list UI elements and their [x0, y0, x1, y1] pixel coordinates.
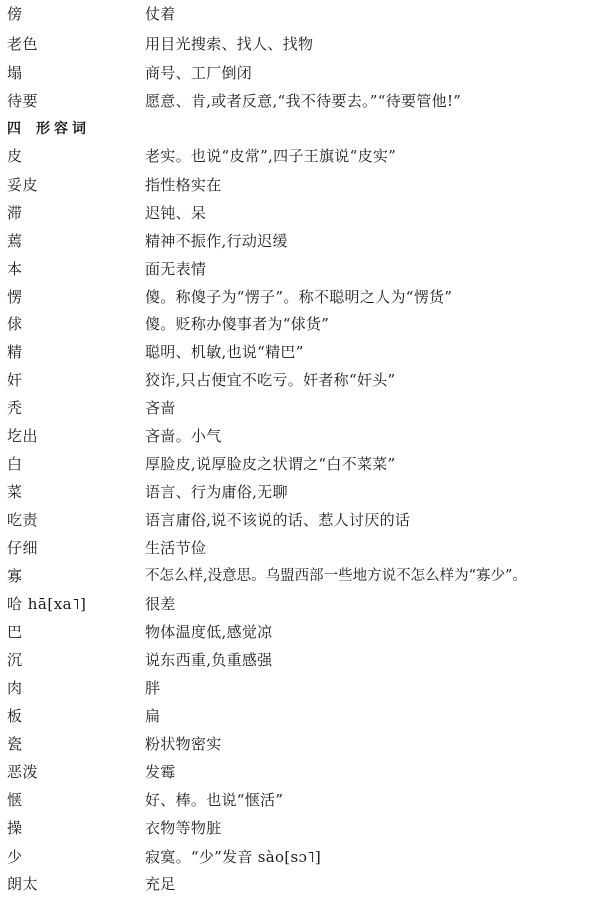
entry-definition: 寂寞。“少”发音 sào[sɔ˥]: [145, 848, 322, 866]
section-heading: [7, 115, 90, 143]
entry-row: [0, 786, 600, 814]
entry-definition: 吝啬: [145, 399, 176, 417]
entry-term: 蔫: [7, 232, 23, 250]
entry-definition: 说东西重,负重感强: [145, 651, 273, 669]
entry-row: [0, 870, 600, 898]
section-heading-row: [0, 115, 600, 143]
entry-term: 哈 hā[xa˥]: [7, 595, 87, 613]
entry-term: 奸: [7, 371, 23, 389]
entry-term: 操: [7, 819, 23, 837]
entry-row: [0, 534, 600, 562]
entry-row: [0, 590, 600, 618]
entry-term: 白: [7, 455, 23, 473]
entry-definition: 用目光搜索、找人、找物: [145, 35, 314, 53]
entry-definition: 精神不振作,行动迟缓: [145, 232, 288, 250]
entry-row: [0, 87, 600, 115]
entry-row: [0, 422, 600, 450]
entry-row: [0, 338, 600, 366]
entry-definition: 傻。贬称办傻事者为“俅货”: [145, 315, 330, 333]
entry-row: [0, 59, 600, 87]
entry-term: 滞: [7, 204, 23, 222]
entry-definition: 生活节俭: [145, 539, 207, 557]
entry-row: [0, 562, 600, 590]
entry-row: [0, 394, 600, 422]
entry-definition: 老实。也说“皮常”,四子王旗说“皮实”: [145, 147, 397, 165]
entry-definition: 吝啬。小气: [145, 427, 222, 445]
entry-definition: 胖: [145, 679, 161, 697]
entry-term: 本: [7, 260, 23, 278]
entry-row: [0, 814, 600, 842]
entry-term: 皮: [7, 147, 23, 165]
entry-term: 圪出: [7, 427, 39, 445]
section-title: 形容词: [36, 121, 90, 137]
entry-row: [0, 758, 600, 786]
entry-definition: 粉状物密实: [145, 735, 222, 753]
entry-definition: 面无表情: [145, 260, 207, 278]
entry-row: [0, 478, 600, 506]
entry-term: 恶泼: [7, 763, 39, 781]
entry-row: [0, 730, 600, 758]
entry-term: 沉: [7, 651, 23, 669]
entry-row: [0, 506, 600, 534]
entry-term: 仔细: [7, 539, 39, 557]
entry-row: [0, 646, 600, 674]
entry-row: [0, 255, 600, 283]
entry-term: 塌: [7, 64, 23, 82]
entry-row: [0, 30, 600, 58]
entry-row: [0, 618, 600, 646]
entry-term: 肉: [7, 679, 23, 697]
entry-term: 老色: [7, 35, 39, 53]
entry-row: [0, 0, 600, 28]
entry-definition: 衣物等物脏: [145, 819, 222, 837]
entry-term: 少: [7, 848, 23, 866]
entry-row: [0, 674, 600, 702]
entry-term: 妥皮: [7, 176, 39, 194]
entry-term: 俅: [7, 315, 23, 333]
entry-row: [0, 702, 600, 730]
entry-row: [0, 366, 600, 394]
entry-term: 吃责: [7, 511, 39, 529]
entry-row: [0, 199, 600, 227]
entry-definition: 愿意、肯,或者反意,“我不待要去。”“待要管他!”: [145, 92, 462, 110]
entry-term: 巴: [7, 623, 23, 641]
entry-row: [0, 310, 600, 338]
entry-definition: 发霉: [145, 763, 176, 781]
entry-definition: 语言、行为庸俗,无聊: [145, 483, 288, 501]
entry-definition: 语言庸俗,说不该说的话、惹人讨厌的话: [145, 511, 411, 529]
entry-term: 秃: [7, 399, 23, 417]
entry-term: 待要: [7, 92, 39, 110]
entry-row: [0, 142, 600, 170]
entry-term: 寡: [7, 567, 23, 585]
entry-term: 惬: [7, 791, 23, 809]
entry-definition: 迟钝、呆: [145, 204, 207, 222]
entry-definition: 指性格实在: [145, 176, 222, 194]
entry-row: [0, 227, 600, 255]
entry-row: [0, 450, 600, 478]
entry-term: 菜: [7, 483, 23, 501]
entry-term: 朗太: [7, 875, 39, 893]
entry-term: 愣: [7, 288, 23, 306]
entry-row: [0, 283, 600, 311]
entry-definition: 不怎么样,没意思。乌盟西部一些地方说不怎么样为“寡少”。: [145, 568, 527, 584]
entry-definition: 聪明、机敏,也说“精巴”: [145, 343, 304, 361]
entry-term: 傍: [7, 5, 23, 23]
entry-definition: 扁: [145, 707, 161, 725]
entry-definition: 好、棒。也说“惬活”: [145, 791, 284, 809]
entry-definition: 商号、工厂倒闭: [145, 64, 253, 82]
entry-term: 瓷: [7, 735, 23, 753]
entry-definition: 物体温度低,感觉凉: [145, 623, 273, 641]
entry-definition: 充足: [145, 875, 176, 893]
entry-definition: 傻。称傻子为“愣子”。称不聪明之人为“愣货”: [145, 288, 453, 306]
entry-term: 板: [7, 707, 23, 725]
entry-definition: 仗着: [145, 5, 176, 23]
entry-term: 精: [7, 343, 23, 361]
entry-row: [0, 843, 600, 871]
entry-definition: 厚脸皮,说厚脸皮之状谓之“白不菜菜”: [145, 455, 396, 473]
entry-row: [0, 171, 600, 199]
entry-definition: 狡诈,只占便宜不吃亏。奸者称“奸头”: [145, 371, 396, 389]
section-number: 四: [7, 121, 22, 137]
entry-definition: 很差: [145, 595, 176, 613]
